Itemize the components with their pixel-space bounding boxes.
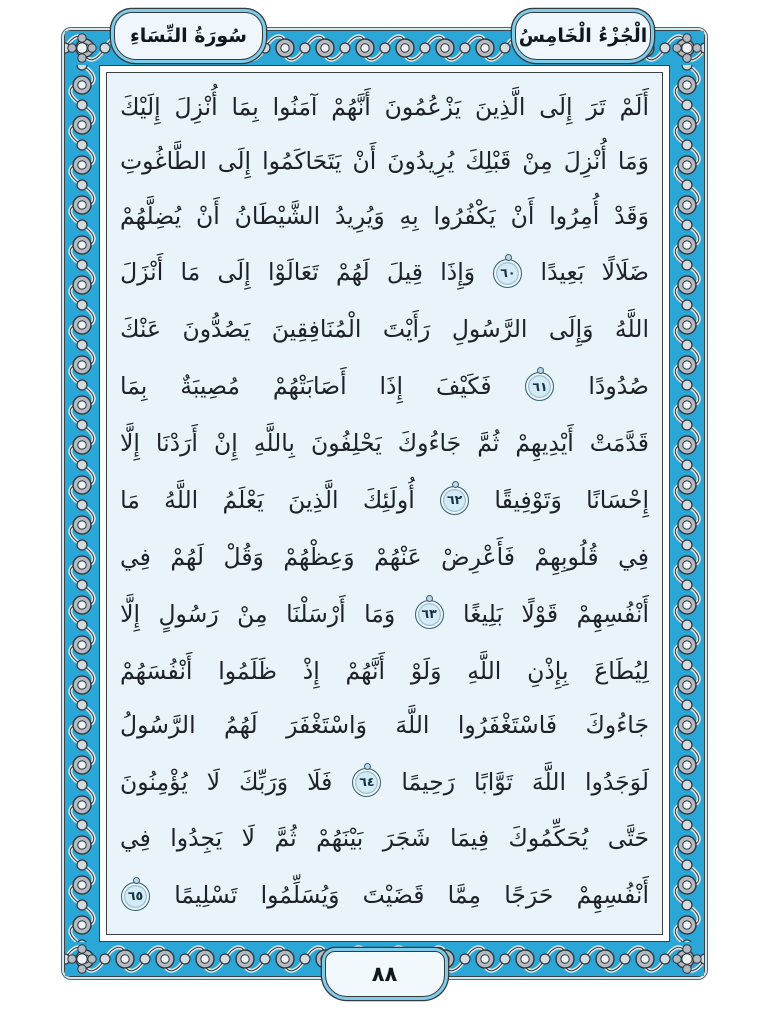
word: وَمَا xyxy=(617,147,649,176)
word: مِنْ xyxy=(237,599,268,628)
word: اللَّهُ xyxy=(614,315,649,344)
verse-end-marker: ٦١ xyxy=(525,372,554,401)
word: الطَّاغُوتِ xyxy=(120,147,207,176)
word: أَرَدْنَا xyxy=(155,429,198,458)
word: قَبْلِكَ xyxy=(465,147,512,176)
word: آمَنُوا xyxy=(272,93,318,122)
word: فِيمَا xyxy=(450,824,490,853)
word: أَنْ xyxy=(510,201,535,230)
word: تَرَ xyxy=(586,93,606,122)
word: جَاءُوكَ xyxy=(585,710,649,739)
word: مُصِيبَةٌ xyxy=(180,372,240,401)
word: أَصَابَتْهُمْ xyxy=(272,372,347,401)
word: تَعَالَوْا xyxy=(267,258,319,287)
page-number-tab xyxy=(325,951,445,997)
word: أَرْسَلْنَا xyxy=(286,599,346,628)
word: فَلَا xyxy=(307,767,333,796)
word: ضَلَالًا xyxy=(601,258,649,287)
word: بَلِيغًا xyxy=(463,599,503,628)
quran-text-line xyxy=(120,768,649,797)
word: وَقُلْ xyxy=(223,542,264,571)
word: بَيْنَهُمْ xyxy=(316,824,364,853)
word: أَنْ xyxy=(352,147,377,176)
word: اللَّهِ xyxy=(467,656,502,685)
word: مَا xyxy=(180,258,201,287)
word: قُلُوبِهِمْ xyxy=(534,542,599,571)
quran-text-line xyxy=(120,656,649,685)
word: الرَّسُولُ xyxy=(120,710,196,739)
word: أُمِرُوا xyxy=(549,201,600,230)
word: فَاسْتَغْفَرُوا xyxy=(457,710,558,739)
quran-text-line xyxy=(120,542,649,571)
quran-text-line xyxy=(120,600,649,629)
word: إِنْ xyxy=(213,429,238,458)
juz-title: الْجُزْءُ الْخَامِسُ xyxy=(518,25,648,47)
word: لَهُمْ xyxy=(336,258,370,287)
word: بِاللَّهِ xyxy=(253,429,295,458)
word: يَزْعُمُونَ xyxy=(384,93,462,122)
word: إِذَا xyxy=(379,372,404,401)
word: صُدُودًا xyxy=(588,372,649,401)
decorative-border-frame xyxy=(64,25,705,986)
word: وَتَوْفِيقًا xyxy=(494,485,562,514)
border-ornament-left xyxy=(65,65,99,942)
quran-text-area xyxy=(106,72,663,935)
word: عَنْكَ xyxy=(120,315,161,344)
word: وَلَوْ xyxy=(410,656,442,685)
word: الَّذِينَ xyxy=(474,93,526,122)
word: وَإِذَا xyxy=(440,258,476,287)
word: الْمُنَافِقِينَ xyxy=(271,315,362,344)
word: أُنْزِلَ xyxy=(174,93,218,122)
corner-rosette-icon xyxy=(67,944,97,974)
word: إِلَّا xyxy=(120,429,140,458)
quran-text-line xyxy=(120,93,649,122)
word: بَعِيدًا xyxy=(540,258,585,287)
word: يَجِدُوا xyxy=(170,824,223,853)
juz-title-cartouche xyxy=(515,12,651,60)
word: وَإِلَى xyxy=(548,315,594,344)
word: لَا xyxy=(241,824,256,853)
word: الَّذِينَ xyxy=(288,485,339,514)
word: لَا xyxy=(206,767,221,796)
word: مِنْ xyxy=(522,147,553,176)
surah-title: سُورَةُ النِّسَاءِ xyxy=(130,25,247,47)
quran-text-line xyxy=(120,315,649,344)
border-ornament-right xyxy=(670,65,704,942)
word: وَيُسَلِّمُوا xyxy=(260,881,340,910)
word: حَرَجًا xyxy=(504,881,554,910)
word: أَنْزَلَ xyxy=(120,258,164,287)
quran-text-line xyxy=(120,710,649,739)
word: قَدَّمَتْ xyxy=(589,429,649,458)
word: بِهِ xyxy=(399,201,419,230)
quran-text-line xyxy=(120,486,649,515)
corner-rosette-icon xyxy=(672,944,702,974)
word: أَنْفُسَهُمْ xyxy=(120,656,193,685)
word: أَنَّهُمْ xyxy=(345,656,386,685)
word: فِي xyxy=(618,542,649,571)
word: وَاسْتَغْفَرَ xyxy=(286,710,367,739)
word: فَأَعْرِضْ xyxy=(441,542,515,571)
word: وَيُرِيدُ xyxy=(334,201,385,230)
word: فَكَيْفَ xyxy=(435,372,492,401)
word: اللَّهَ xyxy=(395,710,430,739)
word: أُنْزِلَ xyxy=(563,147,607,176)
word: بِمَا xyxy=(231,93,259,122)
quran-text-line xyxy=(120,201,649,230)
word: أَنْ xyxy=(196,201,220,230)
word: لَهُمْ xyxy=(170,542,204,571)
word: ثُمَّ xyxy=(477,429,500,458)
word: يَكْفُرُوا xyxy=(433,201,496,230)
word: وَقَدْ xyxy=(614,201,649,230)
word: أُولَئِكَ xyxy=(362,485,415,514)
word: بِإِذْنِ xyxy=(527,656,569,685)
verse-end-marker: ٦٢ xyxy=(440,486,469,515)
word: رَأَيْتَ xyxy=(382,315,431,344)
word: يَعْلَمُ xyxy=(222,485,264,514)
word: الرَّسُولِ xyxy=(451,315,528,344)
word: إِذْ xyxy=(302,656,320,685)
word: ثُمَّ xyxy=(274,824,297,853)
word: يُرِيدُونَ xyxy=(387,147,455,176)
word: رَسُولٍ xyxy=(158,599,219,628)
word: اللَّهُ xyxy=(164,485,199,514)
word: فِي xyxy=(120,542,151,571)
word: إِلَى xyxy=(217,258,251,287)
word: وَمَا xyxy=(364,599,396,628)
word: اللَّهَ xyxy=(531,767,566,796)
word: يَحْلِفُونَ xyxy=(310,429,382,458)
corner-rosette-icon xyxy=(67,33,97,63)
corner-rosette-icon xyxy=(672,33,702,63)
surah-title-cartouche xyxy=(114,12,263,60)
verse-end-marker: ٦٠ xyxy=(493,259,522,288)
word: أَنْفُسِهِمْ xyxy=(576,881,649,910)
word: لَوَجَدُوا xyxy=(584,767,649,796)
verse-end-marker: ٦٣ xyxy=(415,600,444,629)
word: إِحْسَانًا xyxy=(586,485,649,514)
word: تَوَّابًا xyxy=(474,767,513,796)
word: رَحِيمًا xyxy=(401,767,456,796)
quran-text-line xyxy=(120,372,649,401)
word: إِلَى xyxy=(217,147,252,176)
word: تَسْلِيمًا xyxy=(174,881,238,910)
verse-end-marker: ٦٥ xyxy=(121,882,150,911)
word: إِلَى xyxy=(539,93,573,122)
verse-end-marker: ٦٤ xyxy=(352,768,381,797)
page-number: ٨٨ xyxy=(371,962,398,986)
word: لِيُطَاعَ xyxy=(594,656,649,685)
quran-text-line xyxy=(120,429,649,458)
word: يُؤْمِنُونَ xyxy=(120,767,188,796)
word: أَيْدِيهِمْ xyxy=(515,429,574,458)
quran-text-line xyxy=(120,882,649,911)
word: يَتَحَاكَمُوا xyxy=(262,147,342,176)
word: حَتَّى xyxy=(607,824,649,853)
quran-text-line xyxy=(120,824,649,853)
quran-text-line xyxy=(120,147,649,176)
word: وَرَبِّكَ xyxy=(239,767,289,796)
word: شَجَرَ xyxy=(382,824,431,853)
word: مَا xyxy=(120,485,140,514)
word: يُحَكِّمُوكَ xyxy=(508,824,589,853)
inner-margin xyxy=(99,65,670,942)
word: بِمَا xyxy=(120,372,148,401)
word: قِيلَ xyxy=(386,258,424,287)
word: أَنْفُسِهِمْ xyxy=(576,599,649,628)
word: إِلَيْكَ xyxy=(120,93,161,122)
word: فِي xyxy=(120,824,151,853)
word: إِلَّا xyxy=(120,599,141,628)
word: يَصُدُّونَ xyxy=(182,315,251,344)
word: ظَلَمُوا xyxy=(218,656,277,685)
word: أَلَمْ xyxy=(619,93,649,122)
word: وَعِظْهُمْ xyxy=(283,542,355,571)
word: عَنْهُمْ xyxy=(374,542,422,571)
word: يُضِلَّهُمْ xyxy=(120,201,182,230)
word: الشَّيْطَانُ xyxy=(234,201,321,230)
word: مِمَّا xyxy=(447,881,481,910)
word: جَاءُوكَ xyxy=(397,429,462,458)
word: قَوْلًا xyxy=(521,599,559,628)
word: قَضَيْتَ xyxy=(362,881,425,910)
word: لَهُمُ xyxy=(224,710,258,739)
word: أَنَّهُمْ xyxy=(331,93,371,122)
quran-text-line xyxy=(120,259,649,288)
